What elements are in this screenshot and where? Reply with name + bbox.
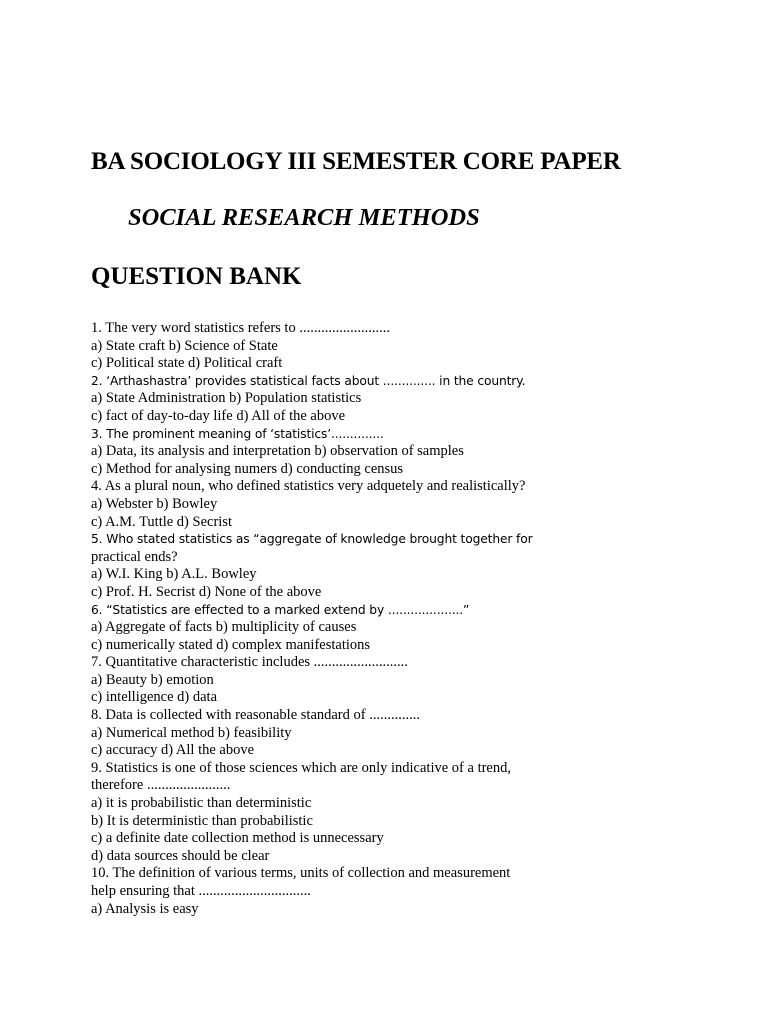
- question-line: 7. Quantitative characteristic includes ..........................: [91, 654, 408, 671]
- question-line: 6. “Statistics are effected to a marked extend by ....................”: [91, 602, 470, 617]
- question-line: help ensuring that ...............................: [91, 883, 311, 899]
- question-line: c) intelligence d) data: [91, 689, 218, 706]
- question-line: c) numerically stated d) complex manifestations: [91, 636, 371, 653]
- section-heading: QUESTION BANK: [91, 263, 302, 290]
- question-line: a) W.I. King b) A.L. Bowley: [91, 566, 257, 583]
- question-line: a) State craft b) Science of State: [91, 337, 278, 354]
- document-subtitle: SOCIAL RESEARCH METHODS: [128, 204, 480, 231]
- question-line: 1. The very word statistics refers to .........................: [91, 320, 390, 336]
- question-line: c) A.M. Tuttle d) Secrist: [91, 513, 232, 530]
- question-line: c) fact of day-to-day life d) All of the above: [91, 407, 346, 424]
- question-line: 8. Data is collected with reasonable standard of ..............: [91, 707, 420, 724]
- question-list: [91, 320, 731, 918]
- question-line: 3. The prominent meaning of ‘statistics’..............: [91, 426, 384, 441]
- question-line: c) Political state d) Political craft: [91, 355, 283, 372]
- question-line: c) Prof. H. Secrist d) None of the above: [91, 583, 322, 600]
- question-line: c) accuracy d) All the above: [91, 742, 255, 759]
- question-line: a) Beauty b) emotion: [91, 671, 214, 688]
- question-line: b) It is deterministic than probabilistic: [91, 812, 313, 829]
- question-line: 2. ‘Arthashastra’ provides statistical facts about .............. in the country.: [91, 373, 526, 388]
- question-line: 4. As a plural noun, who defined statistics very adquetely and realistically?: [91, 478, 526, 495]
- question-line: therefore .......................: [91, 777, 231, 794]
- document-title: BA SOCIOLOGY III SEMESTER CORE PAPER: [91, 148, 621, 175]
- question-line: a) Aggregate of facts b) multiplicity of causes: [91, 619, 357, 636]
- question-line: 9. Statistics is one of those sciences which are only indicative of a trend,: [91, 759, 511, 776]
- question-line: a) it is probabilistic than deterministic: [91, 795, 312, 812]
- question-line: a) Numerical method b) feasibility: [91, 724, 292, 741]
- question-line: 10. The definition of various terms, units of collection and measurement: [91, 865, 511, 882]
- question-line: c) a definite date collection method is unnecessary: [91, 830, 384, 847]
- question-line: practical ends?: [91, 548, 178, 565]
- question-line: a) Analysis is easy: [91, 900, 199, 917]
- question-line: 5. Who stated statistics as “aggregate of knowledge brought together for: [91, 532, 533, 547]
- question-line: d) data sources should be clear: [91, 847, 270, 864]
- question-line: a) Webster b) Bowley: [91, 495, 218, 512]
- question-line: c) Method for analysing numers d) conducting census: [91, 460, 404, 477]
- question-line: a) Data, its analysis and interpretation b) observation of samples: [91, 443, 464, 460]
- question-line: a) State Administration b) Population statistics: [91, 390, 362, 407]
